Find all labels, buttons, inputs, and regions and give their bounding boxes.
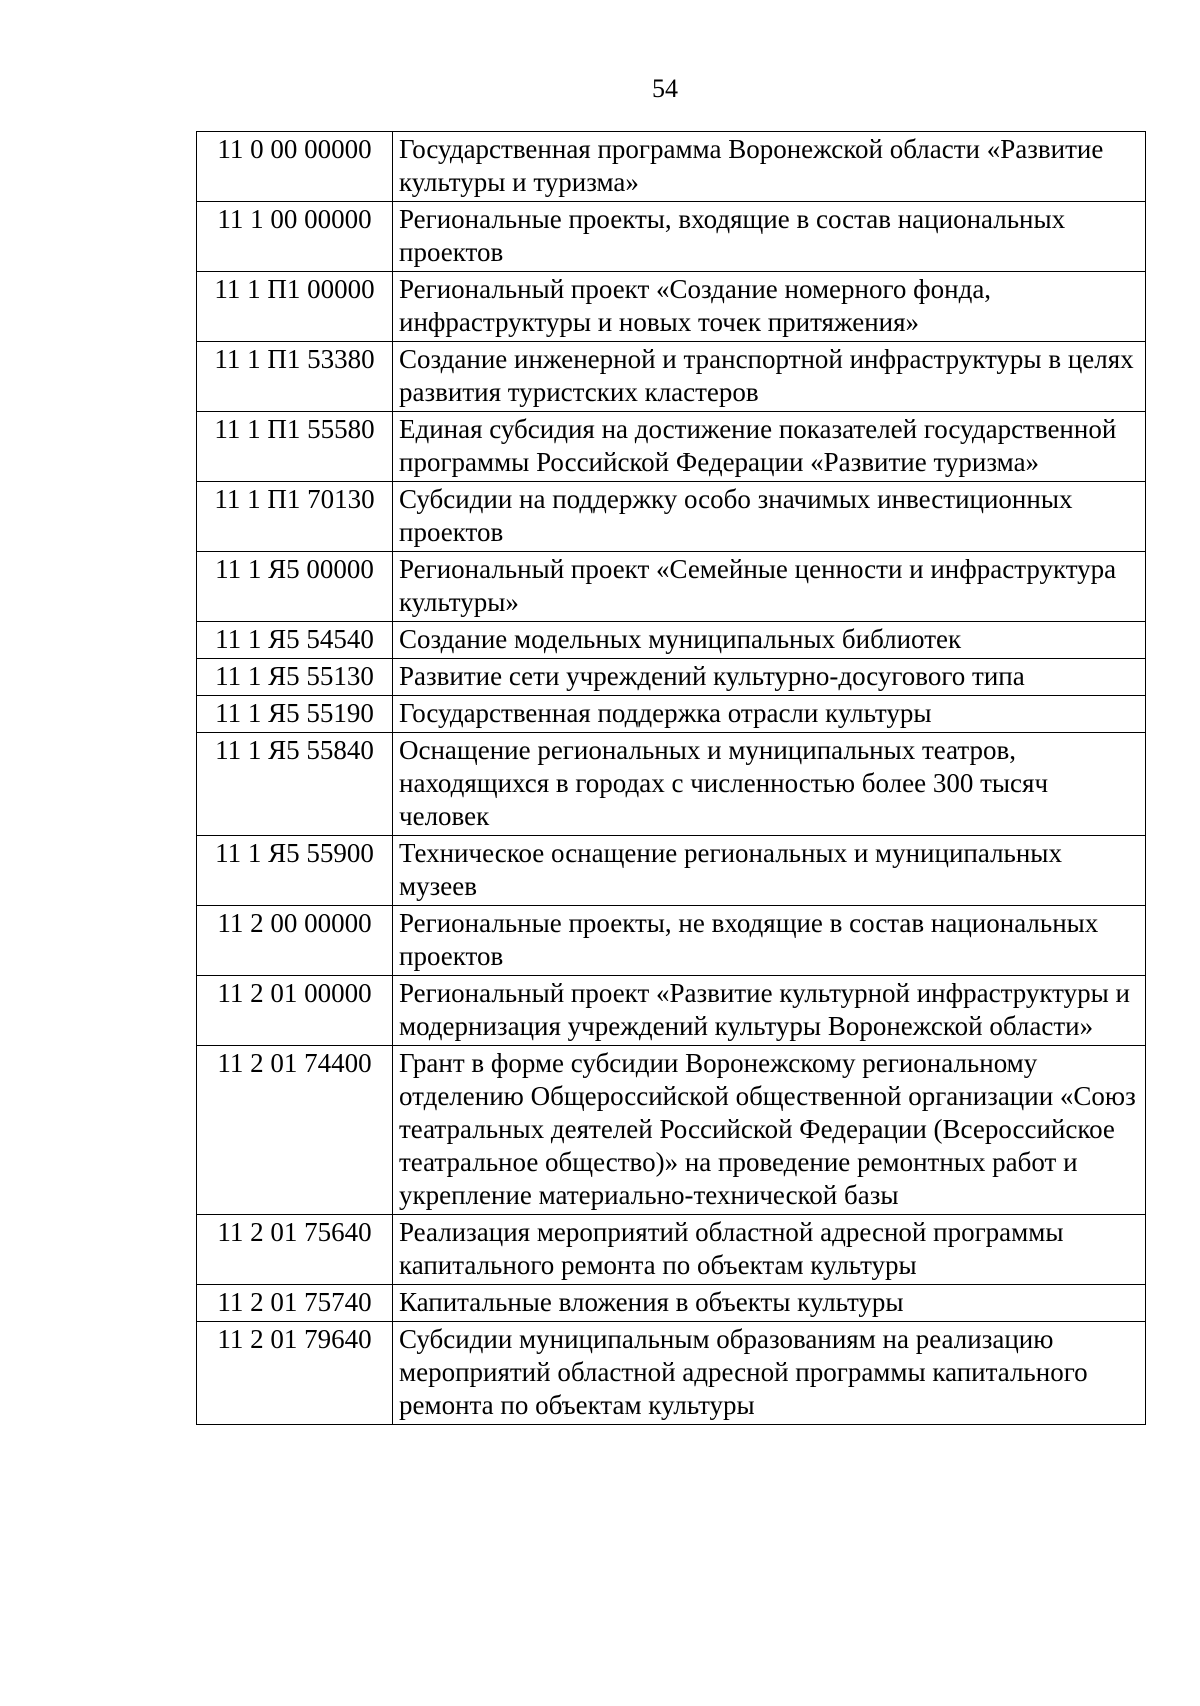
description-cell: Региональный проект «Создание номерного фонда, инфраструктуры и новых точек притяжения» — [393, 272, 1146, 342]
description-cell: Региональный проект «Развитие культурной инфраструктуры и модернизация учреждений культуры Воронежской области» — [393, 976, 1146, 1046]
table-row — [197, 659, 1146, 696]
table-row — [197, 1215, 1146, 1285]
table-body — [197, 132, 1146, 1425]
description-cell: Создание модельных муниципальных библиотек — [393, 622, 1146, 659]
table-row — [197, 836, 1146, 906]
table-row — [197, 272, 1146, 342]
description-cell: Субсидии на поддержку особо значимых инвестиционных проектов — [393, 482, 1146, 552]
description-cell: Государственная поддержка отрасли культуры — [393, 696, 1146, 733]
code-cell: 11 1 П1 55580 — [197, 412, 393, 482]
code-cell: 11 2 00 00000 — [197, 906, 393, 976]
description-cell: Субсидии муниципальным образованиям на реализацию мероприятий областной адресной программы капитального ремонта по объектам культуры — [393, 1322, 1146, 1425]
table-row — [197, 906, 1146, 976]
description-cell: Региональные проекты, не входящие в состав национальных проектов — [393, 906, 1146, 976]
code-cell: 11 1 Я5 00000 — [197, 552, 393, 622]
description-cell: Государственная программа Воронежской области «Развитие культуры и туризма» — [393, 132, 1146, 202]
table-row — [197, 733, 1146, 836]
code-cell: 11 1 П1 53380 — [197, 342, 393, 412]
table-row — [197, 1046, 1146, 1215]
code-cell: 11 2 01 00000 — [197, 976, 393, 1046]
code-cell: 11 1 П1 70130 — [197, 482, 393, 552]
code-cell: 11 1 Я5 55130 — [197, 659, 393, 696]
budget-codes-table — [196, 131, 1146, 1425]
description-cell: Грант в форме субсидии Воронежскому региональному отделению Общероссийской общественной организации «Союз театральных деятелей Российской Федерации (Всероссийское театральное общество)» на проведение ремонтных работ и укрепление материально-технической базы — [393, 1046, 1146, 1215]
table-row — [197, 202, 1146, 272]
code-cell: 11 1 00 00000 — [197, 202, 393, 272]
table-row — [197, 1322, 1146, 1425]
description-cell: Оснащение региональных и муниципальных театров, находящихся в городах с численностью более 300 тысяч человек — [393, 733, 1146, 836]
code-cell: 11 2 01 75640 — [197, 1215, 393, 1285]
code-cell: 11 2 01 79640 — [197, 1322, 393, 1425]
description-cell: Создание инженерной и транспортной инфраструктуры в целях развития туристских кластеров — [393, 342, 1146, 412]
code-cell: 11 1 Я5 55840 — [197, 733, 393, 836]
description-cell: Региональные проекты, входящие в состав национальных проектов — [393, 202, 1146, 272]
code-cell: 11 1 П1 00000 — [197, 272, 393, 342]
table-row — [197, 342, 1146, 412]
description-cell: Развитие сети учреждений культурно-досугового типа — [393, 659, 1146, 696]
table-row — [197, 696, 1146, 733]
table-row — [197, 622, 1146, 659]
code-cell: 11 0 00 00000 — [197, 132, 393, 202]
description-cell: Единая субсидия на достижение показателей государственной программы Российской Федерации «Развитие туризма» — [393, 412, 1146, 482]
table-row — [197, 482, 1146, 552]
description-cell: Капитальные вложения в объекты культуры — [393, 1285, 1146, 1322]
description-cell: Региональный проект «Семейные ценности и инфраструктура культуры» — [393, 552, 1146, 622]
code-cell: 11 1 Я5 55190 — [197, 696, 393, 733]
table-row — [197, 1285, 1146, 1322]
description-cell: Техническое оснащение региональных и муниципальных музеев — [393, 836, 1146, 906]
code-cell: 11 1 Я5 54540 — [197, 622, 393, 659]
table-row — [197, 976, 1146, 1046]
code-cell: 11 1 Я5 55900 — [197, 836, 393, 906]
table-row — [197, 412, 1146, 482]
code-cell: 11 2 01 75740 — [197, 1285, 393, 1322]
table-row — [197, 132, 1146, 202]
page-number: 54 — [652, 74, 678, 103]
description-cell: Реализация мероприятий областной адресной программы капитального ремонта по объектам культуры — [393, 1215, 1146, 1285]
code-cell: 11 2 01 74400 — [197, 1046, 393, 1215]
table-row — [197, 552, 1146, 622]
